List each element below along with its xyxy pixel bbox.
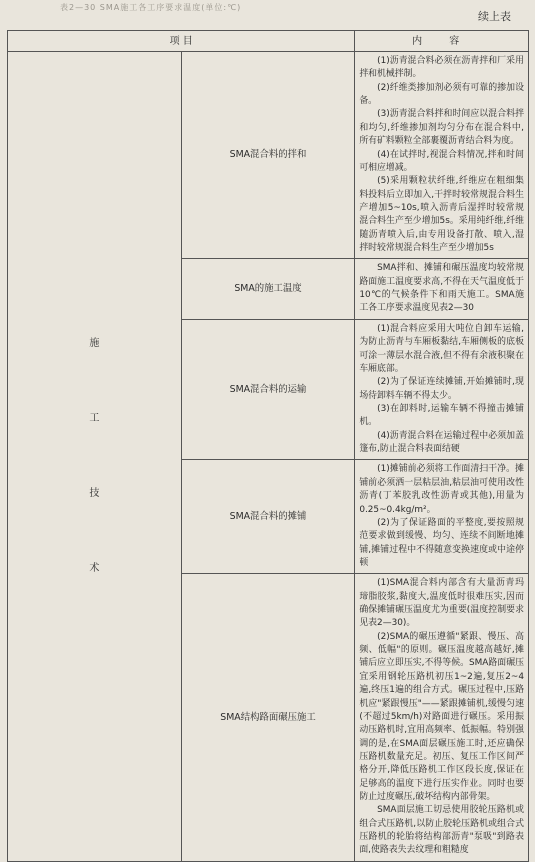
- item-content: [355, 52, 529, 259]
- construction-table: [7, 30, 529, 862]
- content-paragraph: (1)SMA混合料内部含有大量沥青玛𤧛脂胶浆,黏度大,温度低时很难压实,因而确保摊铺碾压温度尤为重要(温度控制要求见表2—30)。: [359, 578, 524, 629]
- table-row: [8, 52, 529, 259]
- category-char: 工: [89, 413, 100, 425]
- content-paragraph: (5)采用颗粒状纤维,纤维应在粗细集料投料后立即加入,干拌时较常规混合料生产增加5~10s,喷入沥青后湿拌时较常规混合料生产至少增加5s。采用纯纤维,纤维随沥青喷入后,由专用设备打散、喷入,湿拌时较常规混合料生产至少增加5s: [359, 176, 524, 254]
- content-paragraph: (2)SMA的碾压遵循"紧跟、慢压、高频、低幅"的原则。碾压温度越高越好,摊铺后应立即压实,不得等候。SMA路面碾压宜采用钢轮压路机初压1~2遍,复压2~4遍,终压1遍的组合方式。碾压过程中,压路机应"紧跟慢压"——紧跟摊铺机,缓慢匀速(不超过5km/h)对路面进行碾压。采用振动压路机时,宜用高频率、低振幅。特别强调的是,在SMA面层碾压施工时,还应确保压路机数量充足。初压、复压工作区间严格分开,降低压路机工作区段长度,保证在足够高的温度下进行压实作业。同时也要防止过度碾压,破坏结构内部骨架。: [359, 631, 524, 803]
- header-item: 项 目: [8, 31, 355, 52]
- content-paragraph: (2)为了保证连续摊铺,开始摊铺时,现场待卸料车辆不得太少。: [359, 377, 524, 401]
- content-paragraph: (1)沥青混合料必须在沥青拌和厂采用拌和机械拌制。: [359, 56, 524, 80]
- content-paragraph: (4)在试拌时,视混合料情况,拌和时间可相应增减。: [359, 149, 524, 173]
- table-header-row: [8, 31, 529, 52]
- content-paragraph: (1)摊铺前必须将工作面清扫干净。摊铺前必须洒一层粘层油,粘层油可使用改性沥青(丁苯胶乳改性沥青或其他),用量为0.25~0.4kg/m²。: [359, 464, 524, 515]
- content-paragraph: (1)混合料应采用大吨位自卸车运输,为防止沥青与车厢板黏结,车厢侧板的底板可涂一薄层水混合液,但不得有余液积聚在车厢底部。: [359, 323, 524, 374]
- item-label: SMA的施工温度: [181, 259, 355, 319]
- category-cell: [8, 52, 182, 862]
- content-paragraph: SMA面层施工切忌使用胶轮压路机或组合式压路机,以防止胶轮压路机或组合式压路机的轮胎将结构部沥青"泵吸"到路表面,使路表失去纹理和粗糙度: [359, 805, 524, 856]
- item-label: SMA结构路面碾压施工: [181, 574, 355, 862]
- bleed-through-text: 表2—30 SMA施工各工序要求温度(单位:℃): [60, 3, 242, 12]
- category-char: 施: [89, 338, 100, 350]
- item-label: SMA混合料的运输: [181, 319, 355, 460]
- item-label: SMA混合料的拌和: [181, 52, 355, 259]
- content-paragraph: (4)沥青混合料在运输过程中必须加盖篷布,防止混合料表面结硬: [359, 430, 524, 455]
- content-paragraph: SMA拌和、摊铺和碾压温度均较常规路面施工温度要求高,不得在天气温度低于10℃的气候条件下和雨天施工。SMA施工各工序要求温度见表2—30: [359, 263, 524, 314]
- header-content: 内 容: [355, 31, 529, 52]
- item-label: SMA混合料的摊铺: [181, 460, 355, 574]
- item-content: [355, 319, 529, 460]
- content-paragraph: (2)纤维类掺加剂必须有可靠的掺加设备。: [359, 82, 524, 107]
- category-char: 术: [89, 563, 100, 575]
- item-content: [355, 259, 529, 319]
- item-content: [355, 460, 529, 574]
- content-paragraph: (3)在卸料时,运输车辆不得撞击摊铺机。: [359, 403, 524, 428]
- content-paragraph: (3)沥青混合料拌和时间应以混合料拌和均匀,纤维掺加剂均匀分布在混合料中,所有矿料颗粒全部裹覆沥青结合料为度。: [359, 109, 524, 147]
- category-char: 技: [89, 488, 100, 500]
- continuation-label: 续上表: [478, 10, 511, 23]
- content-paragraph: (2)为了保证路面的平整度,要按照规范要求做到缓慢、均匀、连续不间断地摊铺,摊铺过程中不得随意变换速度或中途停顿: [359, 517, 524, 568]
- item-content: [355, 574, 529, 862]
